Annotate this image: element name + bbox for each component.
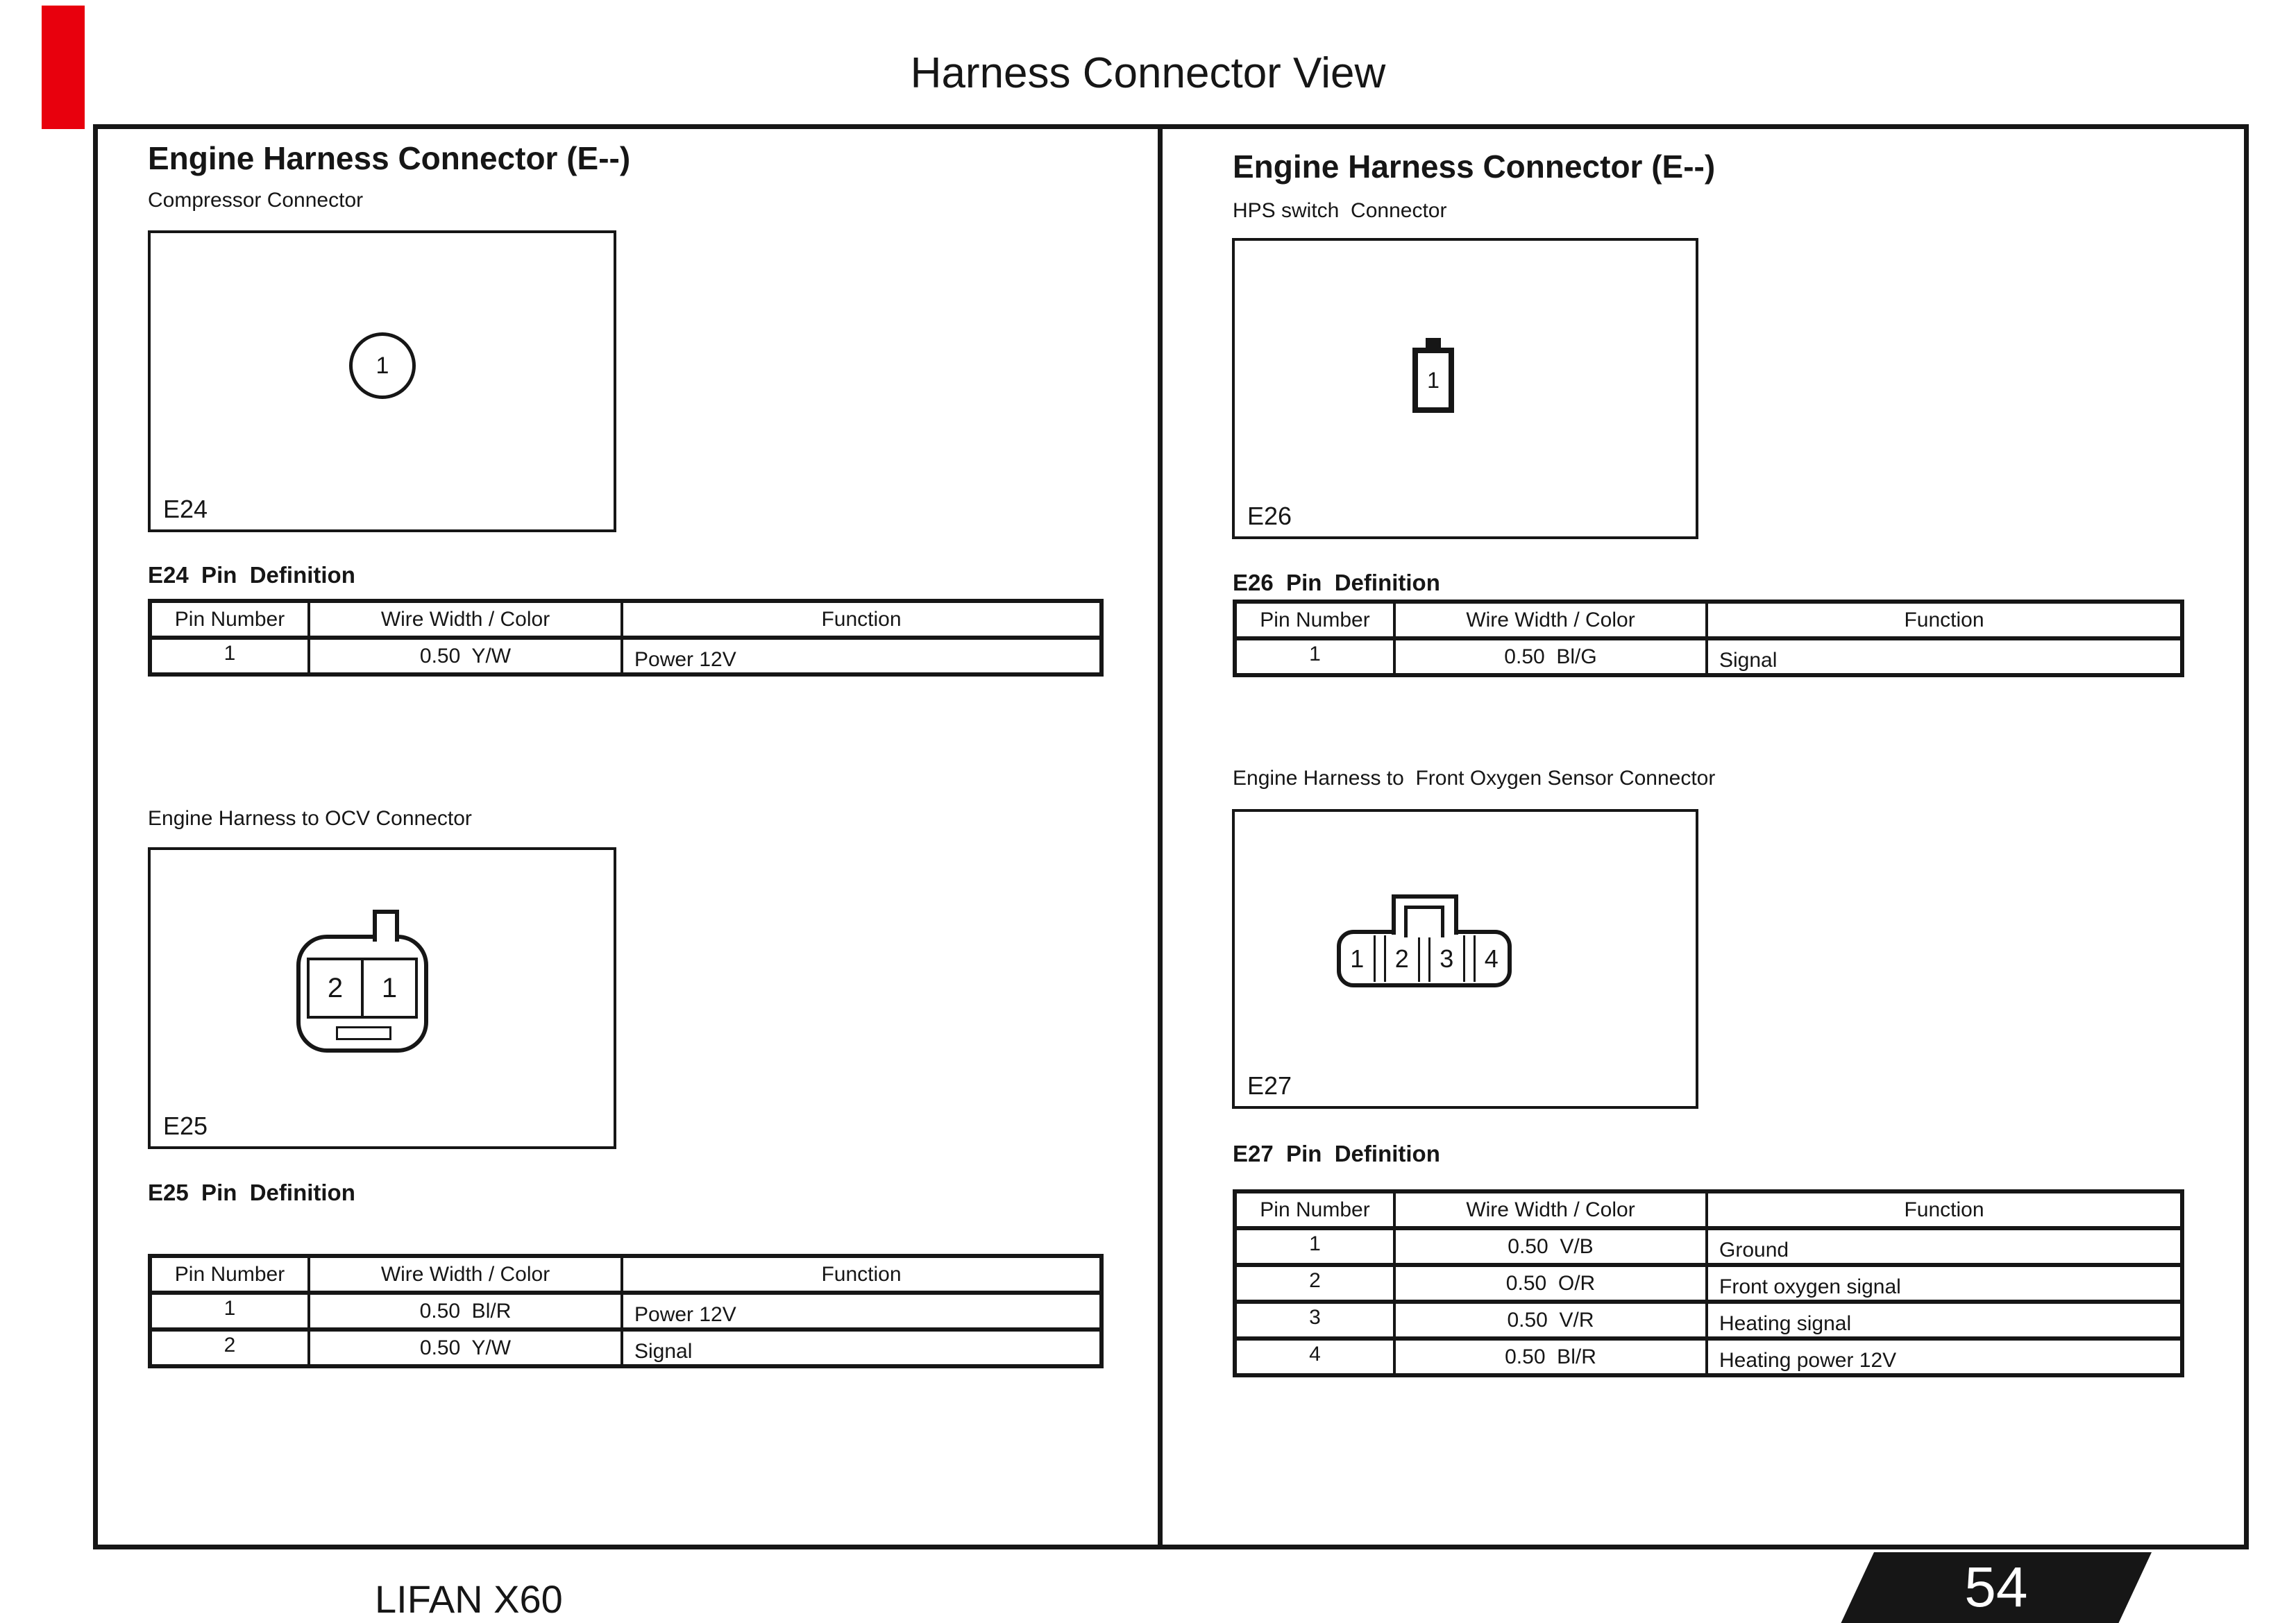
header-function: Function [621, 603, 1099, 636]
pin-separator [1463, 935, 1476, 982]
cell-wire: 0.50 O/R [1393, 1267, 1705, 1300]
ocv-connector-slots [307, 958, 418, 1019]
column-divider [1158, 124, 1163, 1549]
cell-function: Signal [621, 1332, 1099, 1364]
page-number: 54 [1964, 1556, 2028, 1619]
cell-function: Signal [1705, 640, 2180, 673]
header-wire-color: Wire Width / Color [1393, 604, 1705, 636]
e27-pin-table [1233, 1189, 2184, 1377]
cell-function: Heating power 12V [1705, 1341, 2180, 1373]
hps-switch-icon [1412, 338, 1454, 413]
oxygen-pin-2: 2 [1394, 944, 1409, 973]
left-section-title: Engine Harness Connector (E--) [148, 140, 631, 176]
table-header-row [152, 603, 1099, 636]
header-wire-color: Wire Width / Color [307, 603, 621, 636]
ocv-connector-tab [373, 910, 399, 942]
cell-function: Power 12V [621, 1295, 1099, 1327]
oxygen-connector-body [1337, 930, 1512, 987]
cell-pin: 4 [1309, 1342, 1321, 1366]
e24-code-label: E24 [163, 495, 208, 523]
cell-wire: 0.50 V/B [1393, 1230, 1705, 1263]
hps-switch-body [1412, 348, 1454, 413]
cell-function: Front oxygen signal [1705, 1267, 2180, 1300]
hps-pin-number: 1 [1427, 367, 1440, 393]
header-pin-number: Pin Number [1260, 1198, 1370, 1221]
header-wire-color: Wire Width / Color [307, 1258, 621, 1291]
e25-code-label: E25 [163, 1112, 208, 1140]
cell-pin: 1 [1309, 642, 1321, 665]
table-row [152, 636, 1099, 672]
cell-wire: 0.50 V/R [1393, 1304, 1705, 1336]
front-oxygen-sensor-caption: Engine Harness to Front Oxygen Sensor Connector [1233, 767, 1716, 790]
compressor-pin-circle-icon [349, 332, 416, 399]
pin-separator [1374, 935, 1386, 982]
e27-connector-view [1232, 809, 1698, 1109]
cell-pin: 1 [1309, 1232, 1321, 1255]
cell-wire: 0.50 Y/W [307, 1332, 621, 1364]
cell-function: Heating signal [1705, 1304, 2180, 1336]
right-section-title: Engine Harness Connector (E--) [1233, 148, 1716, 185]
model-label: LIFAN X60 [375, 1577, 563, 1621]
e27-code-label: E27 [1247, 1071, 1292, 1100]
ocv-pin-1: 1 [361, 960, 415, 1016]
header-function: Function [1705, 1193, 2180, 1226]
ocv-connector-icon [296, 910, 428, 1053]
e26-pin-definition-title: E26 Pin Definition [1233, 570, 1440, 595]
oxygen-sensor-connector-icon [1337, 894, 1512, 987]
cell-pin: 2 [1309, 1268, 1321, 1292]
table-row [1237, 636, 2180, 673]
oxygen-pin-1: 1 [1350, 944, 1365, 973]
e26-connector-view [1232, 238, 1698, 539]
header-pin-number: Pin Number [1260, 608, 1370, 631]
hps-switch-caption: HPS switch Connector [1233, 199, 1447, 222]
ocv-pin-2: 2 [327, 972, 344, 1003]
cell-function: Power 12V [621, 640, 1099, 672]
cell-wire: 0.50 Y/W [307, 640, 621, 672]
table-row [1237, 1226, 2180, 1263]
oxygen-connector-tab-inner [1404, 906, 1444, 937]
table-header-row [152, 1258, 1099, 1291]
header-function: Function [621, 1258, 1099, 1291]
oxygen-pin-4: 4 [1484, 944, 1499, 973]
compressor-connector-caption: Compressor Connector [148, 189, 364, 212]
e24-connector-view [148, 230, 616, 532]
cell-wire: 0.50 Bl/G [1393, 640, 1705, 673]
ocv-connector-key-slot [336, 1026, 391, 1040]
cell-pin: 1 [223, 641, 236, 665]
pin-separator [1418, 935, 1430, 982]
cell-pin: 2 [223, 1333, 236, 1357]
cell-wire: 0.50 Bl/R [1393, 1341, 1705, 1373]
page-title: Harness Connector View [910, 49, 1386, 97]
cell-pin: 3 [1309, 1305, 1321, 1329]
header-function: Function [1705, 604, 2180, 636]
header-pin-number: Pin Number [174, 1262, 285, 1286]
table-row [152, 1291, 1099, 1327]
table-row [152, 1327, 1099, 1364]
compressor-pin-number: 1 [375, 352, 389, 379]
cell-pin: 1 [223, 1296, 236, 1320]
header-pin-number: Pin Number [174, 607, 285, 631]
e24-pin-definition-title: E24 Pin Definition [148, 562, 355, 588]
e25-pin-definition-title: E25 Pin Definition [148, 1180, 355, 1205]
table-header-row [1237, 604, 2180, 636]
e25-connector-view [148, 847, 616, 1149]
e26-pin-table [1233, 600, 2184, 677]
oxygen-pin-3: 3 [1440, 944, 1454, 973]
cell-wire: 0.50 Bl/R [307, 1295, 621, 1327]
e25-pin-table [148, 1254, 1104, 1368]
page-number-badge [1841, 1552, 2152, 1623]
e27-pin-definition-title: E27 Pin Definition [1233, 1141, 1440, 1166]
header-wire-color: Wire Width / Color [1393, 1193, 1705, 1226]
ocv-connector-caption: Engine Harness to OCV Connector [148, 807, 472, 830]
e24-pin-table [148, 599, 1104, 677]
table-row [1237, 1263, 2180, 1300]
e26-code-label: E26 [1247, 502, 1292, 530]
table-row [1237, 1300, 2180, 1336]
table-header-row [1237, 1193, 2180, 1226]
table-row [1237, 1336, 2180, 1373]
cell-function: Ground [1705, 1230, 2180, 1263]
